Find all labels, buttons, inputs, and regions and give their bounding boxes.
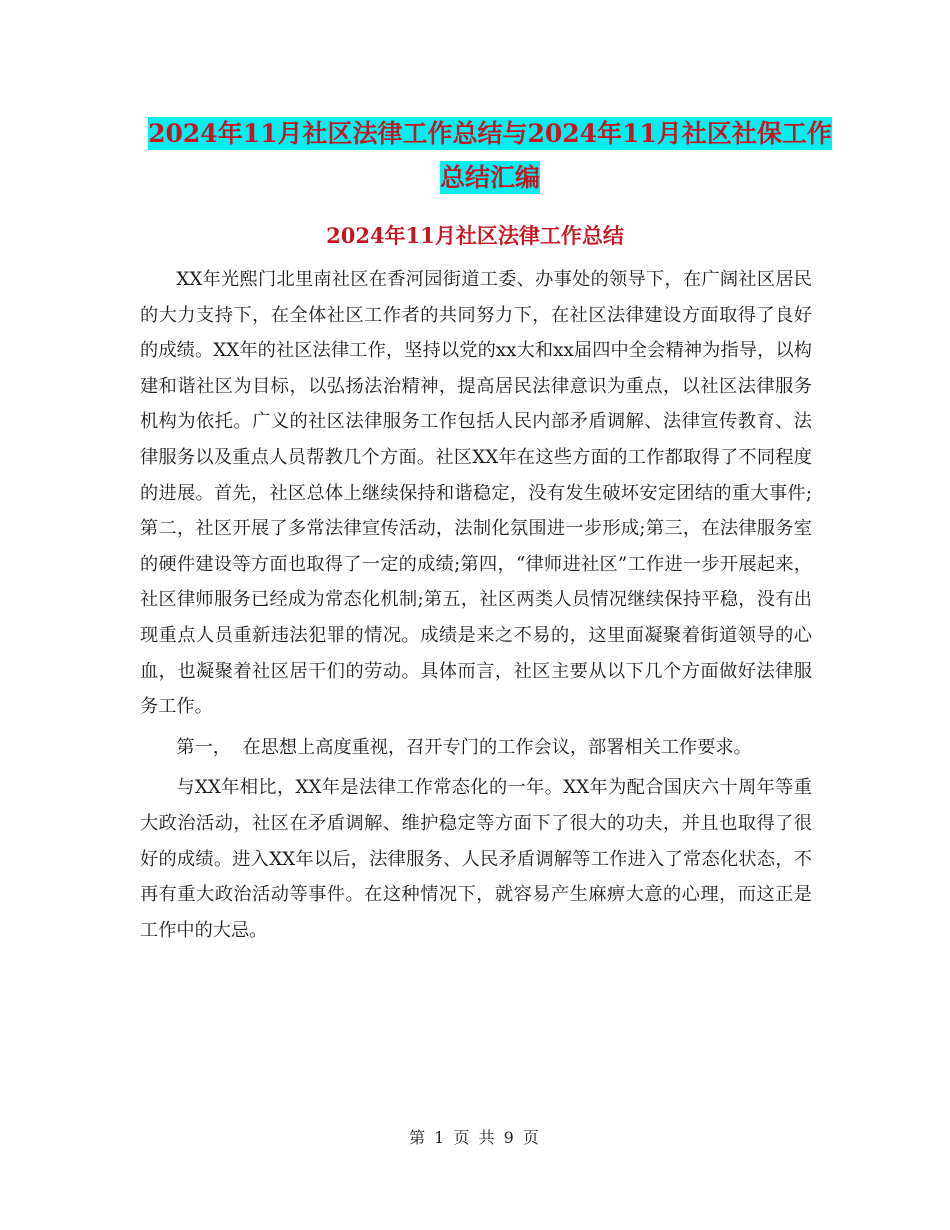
body-paragraph-1: XX年光熙门北里南社区在香河园街道工委、办事处的领导下，在广阔社区居民的大力支持下，在全体社区工作者的共同努力下，在社区法律建设方面取得了良好的成绩。XX年的社区法律工作，坚持以党的xx大和xx届四中全会精神为指导，以构建和谐社区为目标，以弘扬法治精神，提高居民法律意识为重点，以社区法律服务机构为依托。广义的社区法律服务工作包括人民内部矛盾调解、法律宣传教育、法律服务以及重点人员帮教几个方面。社区XX年在这些方面的工作都取得了不同程度的进展。首先，社区总体上继续保持和谐稳定，没有发生破坏安定团结的重大事件;第二，社区开展了多常法律宣传活动，法制化氛围进一步形成;第三，在法律服务室的硬件建设等方面也取得了一定的成绩;第四，“律师进社区”工作进一步开展起来，社区律师服务已经成为常态化机制;第五，社区两类人员情况继续保持平稳，没有出现重点人员重新违法犯罪的情况。成绩是来之不易的，这里面凝聚着街道领导的心血，也凝聚着社区居干们的劳动。具体而言，社区主要从以下几个方面做好法律服务工作。 xyxy=(140,269,812,718)
document-title xyxy=(140,112,840,200)
document-title-text: 2024年11月社区法律工作总结与2024年11月社区社保工作总结汇编 xyxy=(148,119,832,192)
page-footer: 第 1 页 共 9 页 xyxy=(409,1128,541,1147)
section-title: 2024年11月社区法律工作总结 xyxy=(326,223,624,248)
body-paragraph-3: 与XX年相比，XX年是法律工作常态化的一年。XX年为配合国庆六十周年等重大政治活动，社区在矛盾调解、维护稳定等方面下了很大的功夫，并且也取得了很好的成绩。进入XX年以后，法律服务、人民矛盾调解等工作进入了常态化状态，不再有重大政治活动等事件。在这种情况下，就容易产生麻痹大意的心理，而这正是工作中的大忌。 xyxy=(140,777,812,941)
document-body xyxy=(140,262,812,953)
body-paragraph-2: 第一， 在思想上高度重视，召开专门的工作会议，部署相关工作要求。 xyxy=(176,736,752,758)
